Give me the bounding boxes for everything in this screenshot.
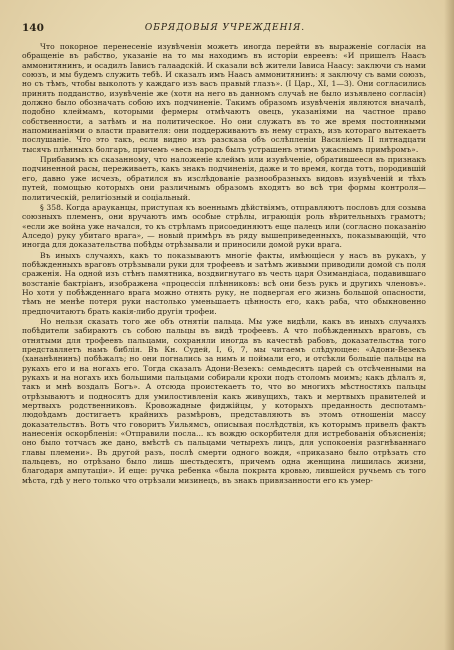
page-number: 140 — [22, 22, 44, 34]
paragraph-2: Прибавимъ къ сказанному, что наложеніе клеймъ или изувѣченіе, обратившееся въ признакъ подчиненной расы, переживаетъ, какъ знакъ подчиненія, даже и то время, когда тотъ, породившій его, давно уже исчезъ, обратился въ изслѣдованіе разнообразныхъ видовъ изувѣченій и тѣхъ путей, помощью которыхъ они различнымъ образомъ входятъ во всѣ три формы контроля—политическій, религіозный и соціальный. — [22, 155, 426, 202]
paragraph-3: § 358. Когда арауканцы, приступая къ военнымъ дѣйствіямъ, отправляютъ пословъ для созыва союзныхъ племенъ, они вручаютъ имъ особые стрѣлы, играющія роль вѣрительныхъ грамотъ; «если же война уже начался, то къ стрѣламъ присоединяютъ еще палецъ или (согласно показанію Алседо) руку убитаго врага», — новый примѣръ въ ряду вышеприведенныхъ, показывающій, что иногда для доказательства побѣды отрѣзывали и приносили домой руки врага. — [22, 202, 426, 250]
running-title: ОБРЯДОВЫЯ УЧРЕЖДЕНІЯ. — [144, 23, 306, 33]
page-header — [22, 22, 428, 38]
body-text — [22, 42, 426, 486]
paragraph-4: Въ иныхъ случаяхъ, какъ то показываютъ многіе факты, имѣющіеся у насъ въ рукахъ, у побѣжденныхъ враговъ отрѣзывали руки для трофеевъ и затѣмъ живыми приводили домой съ поля сраженія. На одной изъ стѣнъ памятника, воздвигнутаго въ честь царя Озимандіаса, подавившаго возстаніе бактріанъ, изображена «процессія плѣнниковъ: всѣ они безъ рукъ и другихъ членовъ». Но хотя у побѣжденнаго врага можно отнять руку, не подвергая его жизнь большой опасности, тѣмъ не менѣе потеря руки настолько уменьшаетъ цѣнность его, какъ раба, что обыкновенно предпочитаютъ брать какія-либо другія трофеи. — [22, 250, 426, 316]
paragraph-1: Что покорное перенесеніе изувѣченія можетъ иногда перейти въ выраженіе согласія на обращеніе въ рабство, указаніе на то мы находимъ въ исторіи евреевъ: «И пришелъ Наасъ аммонитянинъ, и осадилъ Іависъ галаадскій. И сказали всѣ жители Іависа Наасу: заключи съ нами союзъ, и мы будемъ служить тебѣ. И сказалъ имъ Наасъ аммонитянинъ: я заключу съ вами союзъ, но съ тѣмъ, чтобы выколоть у каждаго изъ васъ правый глазъ». (I Цар., XI, 1—3). Они согласились принять подданство, изувѣченіе же (хотя на него въ данномъ случаѣ не было изъявлено согласія) должно было обозначать собою ихъ подчиненіе. Такимъ образомъ изувѣченія являются вначалѣ, подобно клеймамъ, которыми фермеры отмѣчаютъ овецъ, указаніями на частное право собственности, а затѣмъ и на политическое. Но они служатъ въ то же время постоянными напоминаніями о власти правителя: они поддерживаютъ въ нему страхъ, изъ котораго вытекаетъ послушаніе. Что это такъ, если видно изъ разсказа объ ослѣпленіи Василіемъ II пятнадцати тысячъ плѣнныхъ болгаръ, причемъ «весь народъ былъ устрашенъ этимъ ужаснымъ примѣромъ». — [22, 42, 426, 154]
paragraph-5: Но нельзя сказать того же объ отнятіи пальца. Мы уже видѣли, какъ въ иныхъ случаяхъ побѣдители забираютъ съ собою пальцы въ видѣ трофеевъ. А что побѣжденныхъ враговъ, съ отнятыми для трофеевъ пальцами, сохраняли иногда въ качествѣ рабовъ, доказательства того представляетъ намъ библія. Въ Кн. Судей, I, 6, 7, мы читаемъ слѣдующее: «Адони-Везекъ (хананѣянинъ) побѣжалъ; но они погнались за нимъ и поймали его, и отсѣкли большіе пальцы на рукахъ его и на ногахъ его. Тогда сказалъ Адони-Везекъ: семьдесятъ царей съ отсѣченными на рукахъ и на ногахъ ихъ большими пальцами собирали крохи подъ столомъ моимъ; какъ дѣлалъ я, такъ и мнѣ воздалъ Богъ». А отсюда проистекаетъ то, что во многихъ мѣстностяхъ пальцы отрѣзываютъ и подносятъ для умилостивленія какъ живущихъ, такъ и мертвыхъ правителей и мертвыхъ родственниковъ. Кровожадные фиджійцы, у которыхъ преданность деспотамъ-людоѣдамъ достигаетъ крайнихъ размѣровъ, представляютъ въ этомъ отношеніи массу доказательствъ. Вотъ что говоритъ Уильямсъ, описывая послѣдствія, къ которымъ привелъ фактъ нанесенія оскорбленія: «Отправили посла... къ вождю оскорбителя для истребованія объясненія; оно было тотчасъ же дано, вмѣстѣ съ пальцами четырехъ лицъ, для успокоенія разгнѣваннаго главы племени». Въ другой разъ, послѣ смерти одного вождя, «приказано было отрѣзать сто пальцевъ, но отрѣзано было лишь шестьдесятъ, причемъ одна женщина лишилась жизни, благодаря ампутаціи». И еще: ручка ребенка «была покрыта кровью, лившейся ручьемъ съ того мѣста, гдѣ у него только что отрѣзали мизинецъ, въ знакъ привязанности его къ умер- — [22, 316, 426, 485]
page-edge-shadow — [444, 0, 454, 650]
